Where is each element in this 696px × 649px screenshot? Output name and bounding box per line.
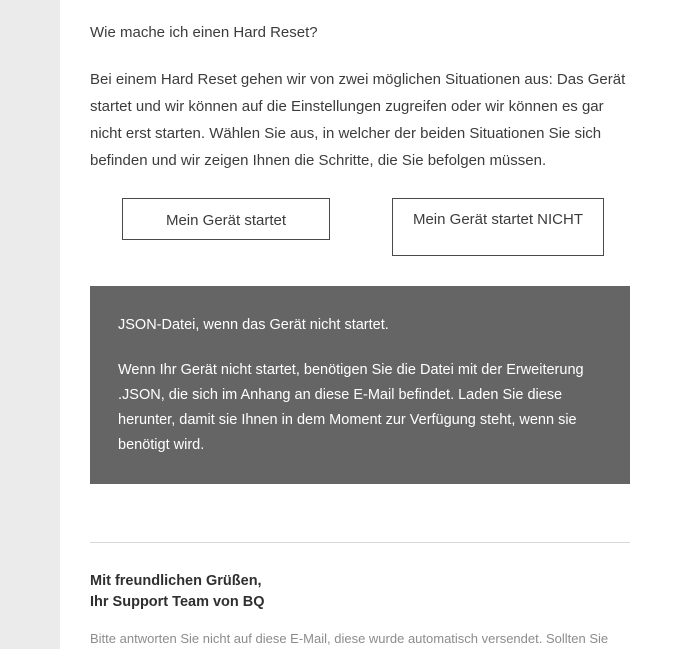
email-heading: Wie mache ich einen Hard Reset?	[90, 24, 318, 41]
footer-note: Bitte antworten Sie nicht auf diese E-Mail, diese wurde automatisch versendet. Sollten Sie	[90, 631, 609, 646]
email-body-card	[60, 0, 696, 649]
notice-body: Wenn Ihr Gerät nicht startet, benötigen Sie die Datei mit der Erweiterung .JSON, die sich im Anhang an diese E-Mail befindet. Laden Sie diese herunter, damit sie Ihnen in dem Moment zur Verfügung steht, wenn sie benötigt wird.	[118, 362, 584, 453]
json-file-notice	[90, 286, 630, 484]
signature-line-2: Ihr Support Team von BQ	[90, 594, 265, 610]
email-intro-paragraph: Bei einem Hard Reset gehen wir von zwei möglichen Situationen aus: Das Gerät startet und wir können auf die Einstellungen zugreifen oder wir können es gar nicht erst starten. Wählen Sie aus, in welcher der beiden Situationen Sie sich befinden und wir zeigen Ihnen die Schritte, die Sie befolgen müssen.	[90, 71, 626, 169]
footer-divider	[90, 542, 630, 543]
choice-button-row	[90, 198, 666, 256]
device-not-starts-button[interactable]: Mein Gerät startet NICHT	[392, 198, 604, 256]
device-starts-button[interactable]: Mein Gerät startet	[122, 198, 330, 240]
email-signature	[90, 571, 666, 613]
signature-line-1: Mit freundlichen Grüßen,	[90, 573, 262, 589]
notice-title: JSON-Datei, wenn das Gerät nicht startet.	[118, 317, 389, 333]
